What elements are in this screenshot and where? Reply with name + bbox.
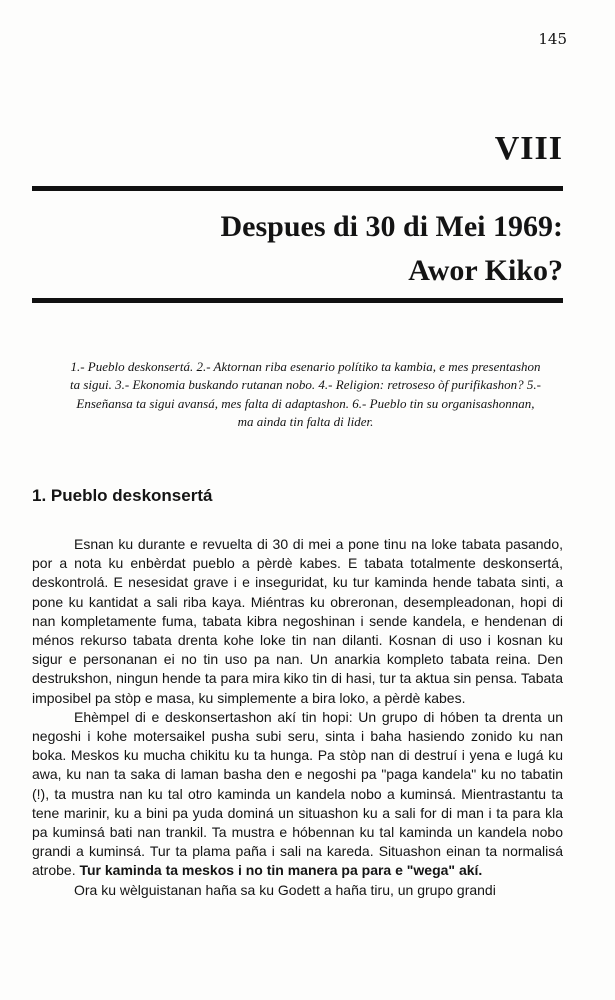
bottom-rule — [32, 298, 563, 303]
paragraph-2-text: Ehèmpel di e deskonsertashon akí tin hopi: Un grupo di hóben ta drenta un negoshi i kohe motersaikel pusha subi seru, sinta i baha hasiendo zonido ku nan boka. Meskos ku mucha chikitu ku ta hunga. Pa stòp nan di destruí i yena e lugá ku awa, ku nan ta saka di laman basha den e negoshi pa "paga kandela" ku no tabatin (!), ta mustra nan ku tal otro kaminda un kandela nobo a kuminsá. Mientrastantu ta tene marinir, ku a bini pa yuda dominá un situashon ku a sali for di man i ta para kla pa kuminsá bati nan trankil. Ta mustra e hóbennan ku tal kaminda un kandela nobo grandi a kuminsá. Tur ta plama paña i sali na kareda. Situashon einan ta normalisá atrobe. — [32, 708, 563, 879]
chapter-number: VIII — [494, 130, 563, 167]
paragraph-1: Esnan ku durante e revuelta di 30 di mei a pone tinu na loke tabata pasando, por a nota ku enbèrdat pueblo a pèrdè kabes. E tabata totalmente deskonsertá, deskontrolá. E nesesidat grave i e inseguridat, ku tur kaminda hende tabata sinti, a pone ku kantidat a sali riba kaya. Miéntras ku obreronan, desempleadonan, hopi di nan kompletamente fuma, tabata kibra negoshinan i sende kandela, e hendenan di ménos rekurso tabata drenta kohe loke tin nan dilanti. Kosnan di uso i kosnan ku sigur e personanan ei no tin uso pa nan. Un anarkia kompleto tabata reina. Den destrukshon, ningun hende ta para mira kiko tin di hasi, tur ta aktua sin pensa. Tabata imposibel pa stòp e masa, ku simplemente a bira loko, a pèrdè kabes. — [32, 536, 563, 706]
body-text — [32, 535, 563, 900]
top-rule — [32, 186, 563, 191]
chapter-title-line-1: Despues di 30 di Mei 1969: — [220, 210, 563, 243]
paragraph-2 — [32, 708, 563, 881]
chapter-summary: 1.- Pueblo deskonsertá. 2.- Aktornan riba esenario polítiko ta kambia, e mes presentashon ta sigui. 3.- Ekonomia buskando rutanan nobo. 4.- Religion: retroseso òf purifikashon? 5.- Enseñansa ta sigui avansá, mes falta di adaptashon. 6.- Pueblo tin su organisashonnan, ma ainda tin falta di lider. — [70, 359, 541, 430]
chapter-title — [220, 205, 563, 293]
paragraph-3: Ora ku wèlguistanan haña sa ku Godett a haña tiru, un grupo grandi — [74, 881, 496, 898]
page-number: 145 — [538, 30, 567, 48]
chapter-title-line-2: Awor Kiko? — [408, 254, 563, 287]
section-heading: 1. Pueblo deskonsertá — [32, 486, 213, 505]
paragraph-2-bold: Tur kaminda ta meskos i no tin manera pa para e "wega" akí. — [79, 862, 483, 879]
